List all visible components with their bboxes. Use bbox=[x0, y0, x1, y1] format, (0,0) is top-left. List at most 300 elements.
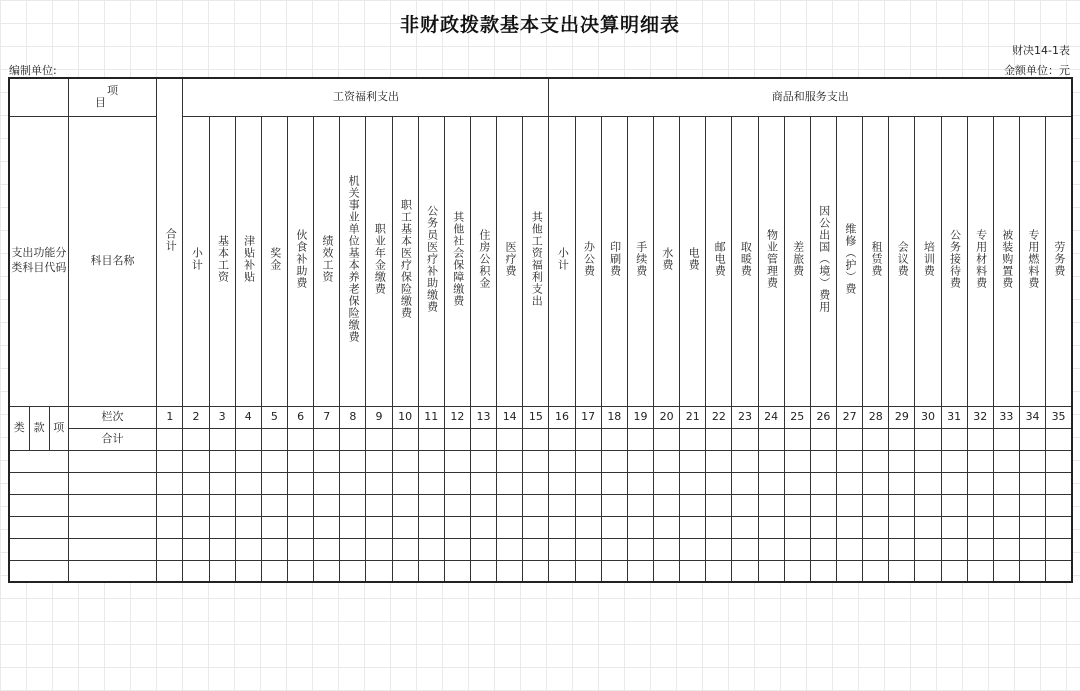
amount-cell[interactable] bbox=[1020, 472, 1046, 494]
amount-cell[interactable] bbox=[967, 560, 993, 582]
goods-col-6-label: 邮电费 bbox=[713, 241, 727, 278]
wage-col-8-label: 职工基本医疗保险缴费 bbox=[399, 199, 413, 320]
kuan-header: 款 bbox=[29, 406, 49, 450]
amount-cell[interactable] bbox=[915, 560, 941, 582]
table-row bbox=[9, 450, 1072, 472]
amount-cell[interactable] bbox=[627, 516, 653, 538]
column-number: 28 bbox=[863, 406, 889, 428]
amount-cell[interactable] bbox=[314, 472, 340, 494]
subject-name-cell[interactable] bbox=[68, 516, 156, 538]
amount-cell[interactable] bbox=[157, 472, 183, 494]
amount-cell[interactable] bbox=[993, 538, 1019, 560]
amount-cell[interactable] bbox=[575, 450, 601, 472]
amount-cell[interactable] bbox=[732, 450, 758, 472]
column-number: 34 bbox=[1020, 406, 1046, 428]
amount-cell[interactable] bbox=[1020, 450, 1046, 472]
goods-col-12-label: 租赁费 bbox=[870, 241, 884, 278]
func-code-cell[interactable] bbox=[9, 494, 68, 516]
total-cell[interactable] bbox=[784, 428, 810, 450]
amount-cell[interactable] bbox=[340, 538, 366, 560]
amount-cell[interactable] bbox=[235, 560, 261, 582]
goods-col-11-label: 维修（护）费 bbox=[843, 223, 857, 296]
total-cell[interactable] bbox=[183, 428, 209, 450]
total-cell[interactable] bbox=[288, 428, 314, 450]
total-cell[interactable] bbox=[967, 428, 993, 450]
amount-cell[interactable] bbox=[523, 494, 549, 516]
goods-col-10-label: 因公出国（境）费用 bbox=[817, 205, 831, 314]
amount-cell[interactable] bbox=[470, 450, 496, 472]
amount-cell[interactable] bbox=[340, 516, 366, 538]
func-code-cell[interactable] bbox=[9, 516, 68, 538]
total-cell[interactable] bbox=[706, 428, 732, 450]
amount-cell[interactable] bbox=[810, 472, 836, 494]
amount-cell[interactable] bbox=[1046, 560, 1072, 582]
amount-cell[interactable] bbox=[941, 472, 967, 494]
total-cell[interactable] bbox=[680, 428, 706, 450]
amount-cell[interactable] bbox=[654, 450, 680, 472]
amount-cell[interactable] bbox=[497, 560, 523, 582]
amount-cell[interactable] bbox=[288, 538, 314, 560]
total-cell[interactable] bbox=[444, 428, 470, 450]
amount-cell[interactable] bbox=[680, 472, 706, 494]
total-cell[interactable] bbox=[261, 428, 287, 450]
goods-col-17-header bbox=[993, 116, 1019, 406]
amount-cell[interactable] bbox=[470, 538, 496, 560]
amount-cell[interactable] bbox=[706, 516, 732, 538]
amount-cell[interactable] bbox=[627, 494, 653, 516]
subject-name-cell[interactable] bbox=[68, 560, 156, 582]
total-cell[interactable] bbox=[889, 428, 915, 450]
amount-cell[interactable] bbox=[340, 472, 366, 494]
amount-cell[interactable] bbox=[680, 560, 706, 582]
amount-cell[interactable] bbox=[915, 516, 941, 538]
amount-cell[interactable] bbox=[418, 472, 444, 494]
amount-cell[interactable] bbox=[863, 516, 889, 538]
amount-cell[interactable] bbox=[993, 450, 1019, 472]
amount-cell[interactable] bbox=[889, 538, 915, 560]
amount-cell[interactable] bbox=[418, 516, 444, 538]
amount-unit-label: 金额单位：元 bbox=[1004, 64, 1070, 77]
amount-cell[interactable] bbox=[784, 494, 810, 516]
total-cell[interactable] bbox=[235, 428, 261, 450]
amount-cell[interactable] bbox=[784, 516, 810, 538]
amount-cell[interactable] bbox=[654, 472, 680, 494]
amount-cell[interactable] bbox=[941, 560, 967, 582]
total-cell[interactable] bbox=[392, 428, 418, 450]
amount-cell[interactable] bbox=[523, 538, 549, 560]
amount-cell[interactable] bbox=[157, 538, 183, 560]
total-cell[interactable] bbox=[758, 428, 784, 450]
amount-cell[interactable] bbox=[444, 494, 470, 516]
amount-cell[interactable] bbox=[340, 450, 366, 472]
amount-cell[interactable] bbox=[784, 538, 810, 560]
amount-cell[interactable] bbox=[601, 516, 627, 538]
goods-col-2-header bbox=[601, 116, 627, 406]
amount-cell[interactable] bbox=[209, 494, 235, 516]
amount-cell[interactable] bbox=[366, 560, 392, 582]
amount-cell[interactable] bbox=[549, 472, 575, 494]
func-code-cell[interactable] bbox=[9, 450, 68, 472]
amount-cell[interactable] bbox=[523, 450, 549, 472]
amount-cell[interactable] bbox=[575, 516, 601, 538]
total-cell[interactable] bbox=[575, 428, 601, 450]
amount-cell[interactable] bbox=[183, 450, 209, 472]
wage-col-13-header bbox=[523, 116, 549, 406]
amount-cell[interactable] bbox=[863, 538, 889, 560]
amount-cell[interactable] bbox=[497, 472, 523, 494]
amount-cell[interactable] bbox=[627, 472, 653, 494]
amount-cell[interactable] bbox=[157, 450, 183, 472]
amount-cell[interactable] bbox=[941, 516, 967, 538]
amount-cell[interactable] bbox=[209, 538, 235, 560]
total-cell[interactable] bbox=[549, 428, 575, 450]
amount-cell[interactable] bbox=[1046, 516, 1072, 538]
amount-cell[interactable] bbox=[915, 472, 941, 494]
amount-cell[interactable] bbox=[601, 450, 627, 472]
total-cell[interactable] bbox=[993, 428, 1019, 450]
amount-cell[interactable] bbox=[288, 450, 314, 472]
amount-cell[interactable] bbox=[235, 450, 261, 472]
total-cell[interactable] bbox=[157, 428, 183, 450]
amount-cell[interactable] bbox=[366, 472, 392, 494]
amount-cell[interactable] bbox=[392, 472, 418, 494]
total-label: 合计 bbox=[164, 228, 178, 253]
amount-cell[interactable] bbox=[157, 494, 183, 516]
amount-cell[interactable] bbox=[209, 450, 235, 472]
amount-cell[interactable] bbox=[523, 560, 549, 582]
amount-cell[interactable] bbox=[915, 450, 941, 472]
amount-cell[interactable] bbox=[549, 450, 575, 472]
total-cell[interactable] bbox=[915, 428, 941, 450]
wage-col-2-label: 津贴补贴 bbox=[242, 235, 256, 284]
goods-col-1-header bbox=[575, 116, 601, 406]
amount-cell[interactable] bbox=[837, 538, 863, 560]
amount-cell[interactable] bbox=[654, 494, 680, 516]
amount-cell[interactable] bbox=[837, 560, 863, 582]
amount-cell[interactable] bbox=[889, 450, 915, 472]
amount-cell[interactable] bbox=[444, 516, 470, 538]
amount-cell[interactable] bbox=[706, 538, 732, 560]
total-cell[interactable] bbox=[497, 428, 523, 450]
func-code-cell[interactable] bbox=[9, 538, 68, 560]
amount-cell[interactable] bbox=[784, 450, 810, 472]
amount-cell[interactable] bbox=[1020, 560, 1046, 582]
amount-cell[interactable] bbox=[575, 494, 601, 516]
total-cell[interactable] bbox=[366, 428, 392, 450]
column-number: 4 bbox=[235, 406, 261, 428]
total-cell[interactable] bbox=[810, 428, 836, 450]
amount-cell[interactable] bbox=[706, 494, 732, 516]
amount-cell[interactable] bbox=[392, 516, 418, 538]
amount-cell[interactable] bbox=[941, 494, 967, 516]
amount-cell[interactable] bbox=[209, 516, 235, 538]
amount-cell[interactable] bbox=[967, 538, 993, 560]
amount-cell[interactable] bbox=[392, 450, 418, 472]
amount-cell[interactable] bbox=[680, 450, 706, 472]
amount-cell[interactable] bbox=[810, 538, 836, 560]
total-cell[interactable] bbox=[523, 428, 549, 450]
amount-cell[interactable] bbox=[627, 560, 653, 582]
amount-cell[interactable] bbox=[444, 560, 470, 582]
amount-cell[interactable] bbox=[366, 516, 392, 538]
amount-cell[interactable] bbox=[549, 516, 575, 538]
amount-cell[interactable] bbox=[235, 516, 261, 538]
amount-cell[interactable] bbox=[967, 450, 993, 472]
amount-cell[interactable] bbox=[549, 560, 575, 582]
amount-cell[interactable] bbox=[261, 450, 287, 472]
group-wage-header: 工资福利支出 bbox=[183, 78, 549, 116]
column-number: 10 bbox=[392, 406, 418, 428]
goods-col-11-header bbox=[837, 116, 863, 406]
amount-cell[interactable] bbox=[183, 494, 209, 516]
amount-cell[interactable] bbox=[1020, 516, 1046, 538]
amount-cell[interactable] bbox=[810, 516, 836, 538]
amount-cell[interactable] bbox=[183, 538, 209, 560]
table-row bbox=[9, 560, 1072, 582]
amount-cell[interactable] bbox=[418, 560, 444, 582]
amount-cell[interactable] bbox=[784, 560, 810, 582]
total-cell[interactable] bbox=[654, 428, 680, 450]
total-cell[interactable] bbox=[837, 428, 863, 450]
subject-name-cell[interactable] bbox=[68, 494, 156, 516]
amount-cell[interactable] bbox=[209, 472, 235, 494]
amount-cell[interactable] bbox=[209, 560, 235, 582]
project-label: 项目 bbox=[95, 83, 143, 110]
amount-cell[interactable] bbox=[654, 560, 680, 582]
amount-cell[interactable] bbox=[157, 560, 183, 582]
amount-cell[interactable] bbox=[680, 538, 706, 560]
amount-cell[interactable] bbox=[1020, 494, 1046, 516]
column-number: 25 bbox=[784, 406, 810, 428]
amount-cell[interactable] bbox=[810, 560, 836, 582]
amount-cell[interactable] bbox=[993, 516, 1019, 538]
amount-cell[interactable] bbox=[706, 560, 732, 582]
amount-cell[interactable] bbox=[366, 538, 392, 560]
amount-cell[interactable] bbox=[497, 494, 523, 516]
amount-cell[interactable] bbox=[627, 538, 653, 560]
table-row bbox=[9, 494, 1072, 516]
amount-cell[interactable] bbox=[732, 516, 758, 538]
amount-cell[interactable] bbox=[235, 494, 261, 516]
amount-cell[interactable] bbox=[627, 450, 653, 472]
amount-cell[interactable] bbox=[758, 494, 784, 516]
amount-cell[interactable] bbox=[967, 516, 993, 538]
amount-cell[interactable] bbox=[758, 472, 784, 494]
amount-cell[interactable] bbox=[549, 538, 575, 560]
amount-cell[interactable] bbox=[810, 450, 836, 472]
amount-cell[interactable] bbox=[288, 516, 314, 538]
amount-cell[interactable] bbox=[680, 494, 706, 516]
subject-name-cell[interactable] bbox=[68, 472, 156, 494]
amount-cell[interactable] bbox=[183, 560, 209, 582]
amount-cell[interactable] bbox=[1046, 494, 1072, 516]
column-number: 12 bbox=[444, 406, 470, 428]
wage-col-9-label: 公务员医疗补助缴费 bbox=[425, 205, 439, 314]
amount-cell[interactable] bbox=[889, 472, 915, 494]
amount-cell[interactable] bbox=[183, 516, 209, 538]
goods-col-17-label: 被装购置费 bbox=[1000, 229, 1014, 290]
total-cell[interactable] bbox=[863, 428, 889, 450]
amount-cell[interactable] bbox=[601, 538, 627, 560]
amount-cell[interactable] bbox=[418, 494, 444, 516]
amount-cell[interactable] bbox=[523, 516, 549, 538]
amount-cell[interactable] bbox=[654, 516, 680, 538]
page-title: 非财政拨款基本支出决算明细表 bbox=[399, 14, 680, 36]
amount-cell[interactable] bbox=[601, 560, 627, 582]
amount-cell[interactable] bbox=[340, 494, 366, 516]
goods-col-4-label: 水费 bbox=[660, 247, 674, 272]
amount-cell[interactable] bbox=[915, 494, 941, 516]
amount-cell[interactable] bbox=[497, 450, 523, 472]
total-cell[interactable] bbox=[601, 428, 627, 450]
amount-cell[interactable] bbox=[863, 450, 889, 472]
amount-cell[interactable] bbox=[758, 560, 784, 582]
amount-cell[interactable] bbox=[732, 538, 758, 560]
amount-cell[interactable] bbox=[941, 538, 967, 560]
amount-cell[interactable] bbox=[993, 472, 1019, 494]
amount-cell[interactable] bbox=[444, 472, 470, 494]
amount-cell[interactable] bbox=[575, 472, 601, 494]
amount-cell[interactable] bbox=[523, 472, 549, 494]
amount-cell[interactable] bbox=[470, 516, 496, 538]
amount-cell[interactable] bbox=[288, 494, 314, 516]
amount-cell[interactable] bbox=[810, 494, 836, 516]
amount-cell[interactable] bbox=[706, 472, 732, 494]
amount-cell[interactable] bbox=[601, 472, 627, 494]
amount-cell[interactable] bbox=[915, 538, 941, 560]
amount-cell[interactable] bbox=[863, 472, 889, 494]
amount-cell[interactable] bbox=[261, 560, 287, 582]
amount-cell[interactable] bbox=[575, 560, 601, 582]
amount-cell[interactable] bbox=[470, 494, 496, 516]
amount-cell[interactable] bbox=[732, 472, 758, 494]
goods-col-3-label: 手续费 bbox=[634, 241, 648, 278]
table-row bbox=[9, 538, 1072, 560]
amount-cell[interactable] bbox=[654, 538, 680, 560]
amount-cell[interactable] bbox=[967, 472, 993, 494]
amount-cell[interactable] bbox=[706, 450, 732, 472]
amount-cell[interactable] bbox=[288, 560, 314, 582]
column-number: 3 bbox=[209, 406, 235, 428]
expenditure-table bbox=[8, 77, 1073, 583]
amount-cell[interactable] bbox=[993, 560, 1019, 582]
column-number: 13 bbox=[470, 406, 496, 428]
amount-cell[interactable] bbox=[366, 494, 392, 516]
amount-cell[interactable] bbox=[366, 450, 392, 472]
amount-cell[interactable] bbox=[444, 450, 470, 472]
amount-cell[interactable] bbox=[889, 560, 915, 582]
total-cell[interactable] bbox=[941, 428, 967, 450]
total-cell[interactable] bbox=[314, 428, 340, 450]
amount-cell[interactable] bbox=[314, 494, 340, 516]
total-cell[interactable] bbox=[1020, 428, 1046, 450]
amount-cell[interactable] bbox=[1046, 450, 1072, 472]
total-cell[interactable] bbox=[418, 428, 444, 450]
amount-cell[interactable] bbox=[575, 538, 601, 560]
amount-cell[interactable] bbox=[1046, 472, 1072, 494]
amount-cell[interactable] bbox=[837, 494, 863, 516]
amount-cell[interactable] bbox=[497, 516, 523, 538]
total-cell[interactable] bbox=[627, 428, 653, 450]
amount-cell[interactable] bbox=[314, 538, 340, 560]
amount-cell[interactable] bbox=[183, 472, 209, 494]
amount-cell[interactable] bbox=[758, 516, 784, 538]
wage-col-4-header bbox=[288, 116, 314, 406]
amount-cell[interactable] bbox=[235, 472, 261, 494]
total-cell[interactable] bbox=[340, 428, 366, 450]
amount-cell[interactable] bbox=[340, 560, 366, 582]
amount-cell[interactable] bbox=[392, 560, 418, 582]
amount-cell[interactable] bbox=[889, 494, 915, 516]
amount-cell[interactable] bbox=[758, 538, 784, 560]
amount-cell[interactable] bbox=[837, 450, 863, 472]
amount-cell[interactable] bbox=[1020, 538, 1046, 560]
column-number: 5 bbox=[261, 406, 287, 428]
amount-cell[interactable] bbox=[314, 516, 340, 538]
amount-cell[interactable] bbox=[314, 560, 340, 582]
amount-cell[interactable] bbox=[967, 494, 993, 516]
amount-cell[interactable] bbox=[470, 472, 496, 494]
amount-cell[interactable] bbox=[758, 450, 784, 472]
func-code-cell[interactable] bbox=[9, 560, 68, 582]
amount-cell[interactable] bbox=[261, 494, 287, 516]
amount-cell[interactable] bbox=[732, 494, 758, 516]
amount-cell[interactable] bbox=[235, 538, 261, 560]
amount-cell[interactable] bbox=[418, 450, 444, 472]
amount-cell[interactable] bbox=[601, 494, 627, 516]
amount-cell[interactable] bbox=[261, 516, 287, 538]
amount-cell[interactable] bbox=[261, 472, 287, 494]
goods-col-13-header bbox=[889, 116, 915, 406]
subject-name-cell[interactable] bbox=[68, 538, 156, 560]
amount-cell[interactable] bbox=[680, 516, 706, 538]
amount-cell[interactable] bbox=[444, 538, 470, 560]
amount-cell[interactable] bbox=[941, 450, 967, 472]
amount-cell[interactable] bbox=[732, 560, 758, 582]
goods-col-8-header bbox=[758, 116, 784, 406]
amount-cell[interactable] bbox=[837, 472, 863, 494]
header-project-code bbox=[9, 78, 68, 116]
wage-col-1-label: 基本工资 bbox=[216, 235, 230, 284]
amount-cell[interactable] bbox=[392, 494, 418, 516]
subject-name-cell[interactable] bbox=[68, 450, 156, 472]
amount-cell[interactable] bbox=[497, 538, 523, 560]
amount-cell[interactable] bbox=[837, 516, 863, 538]
amount-cell[interactable] bbox=[470, 560, 496, 582]
func-code-cell[interactable] bbox=[9, 472, 68, 494]
amount-cell[interactable] bbox=[889, 516, 915, 538]
amount-cell[interactable] bbox=[1046, 538, 1072, 560]
amount-cell[interactable] bbox=[784, 472, 810, 494]
total-cell[interactable] bbox=[209, 428, 235, 450]
amount-cell[interactable] bbox=[392, 538, 418, 560]
amount-cell[interactable] bbox=[418, 538, 444, 560]
amount-cell[interactable] bbox=[261, 538, 287, 560]
total-cell[interactable] bbox=[470, 428, 496, 450]
total-cell[interactable] bbox=[1046, 428, 1072, 450]
amount-cell[interactable] bbox=[863, 494, 889, 516]
wage-col-10-header bbox=[444, 116, 470, 406]
amount-cell[interactable] bbox=[863, 560, 889, 582]
amount-cell[interactable] bbox=[549, 494, 575, 516]
amount-cell[interactable] bbox=[314, 450, 340, 472]
amount-cell[interactable] bbox=[288, 472, 314, 494]
wage-col-0-header bbox=[183, 116, 209, 406]
amount-cell[interactable] bbox=[157, 516, 183, 538]
total-cell[interactable] bbox=[732, 428, 758, 450]
goods-col-15-header bbox=[941, 116, 967, 406]
amount-cell[interactable] bbox=[993, 494, 1019, 516]
